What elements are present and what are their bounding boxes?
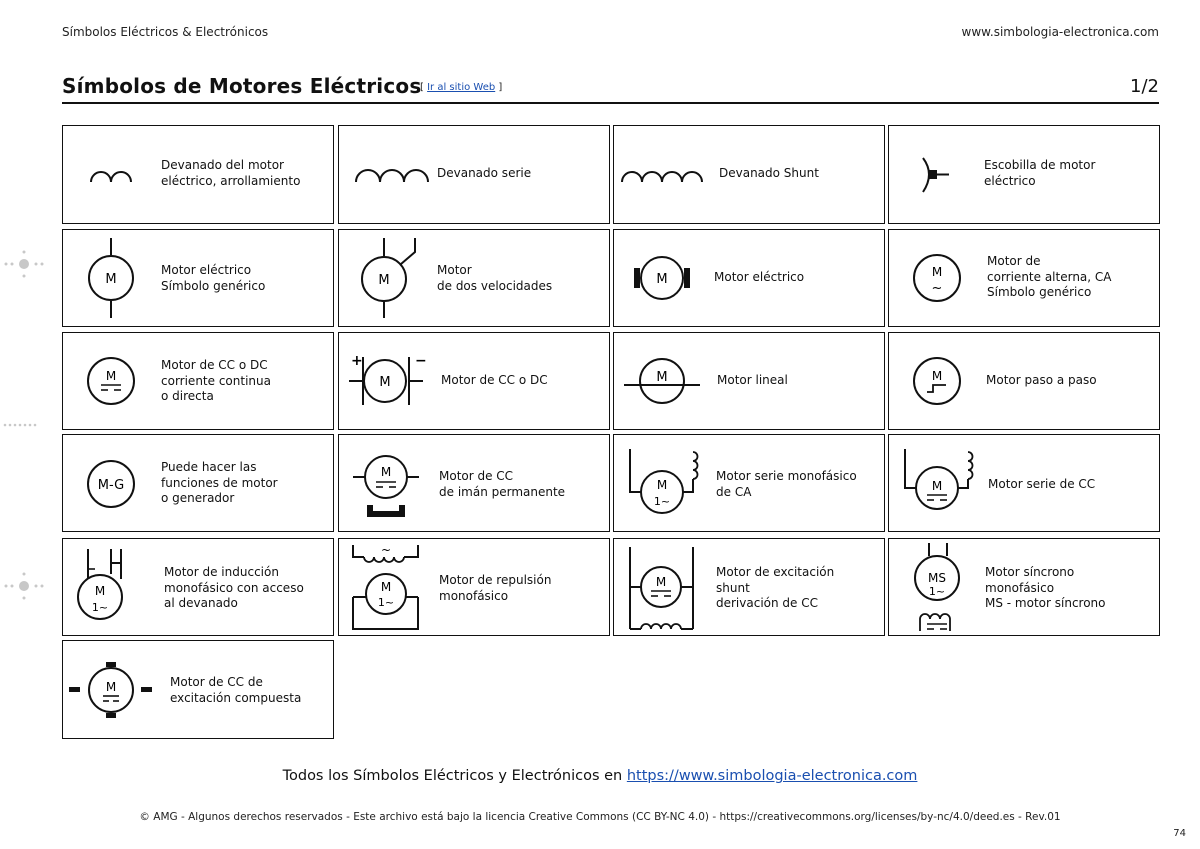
symbol-card-dc-motor [62,332,334,430]
registration-mark-icon [0,240,48,288]
symbol-card-motor-brush [888,125,1160,224]
ac-field-glyph: ~ [380,543,392,557]
symbol-label: Motor de corriente alterna, CA Símbolo genérico [987,254,1112,299]
symbol-card-synchronous-motor [888,538,1160,636]
symbol-label: Motor de dos velocidades [437,263,553,293]
symbol-card-shunt-dc-motor [613,538,885,636]
page-indicator: 1/2 [1130,76,1159,97]
motor-glyph: M [656,272,668,287]
symbol-card-ac-series-motor [613,434,885,532]
symbol-card-electric-motor [613,229,885,327]
motor-glyph: M [380,465,392,479]
symbol-label: Devanado del motor eléctrico, arrollamiento [161,158,301,188]
bracket-close: ] [495,82,503,93]
symbol-card-permanent-magnet-motor [338,434,610,532]
symbol-card-compound-dc-motor [62,640,334,739]
symbol-card-induction-motor [62,538,334,636]
motor-glyph: M [105,680,117,694]
symbol-label: Devanado serie [437,166,532,180]
symbol-label: Motor paso a paso [986,373,1097,387]
symbol-label: Motor de CC de imán permanente [439,469,566,499]
page-number: 74 [1173,828,1186,839]
footer-link[interactable]: https://www.simbologia-electronica.com [626,768,918,784]
motor-glyph: M [931,369,943,383]
motor-glyph: M [379,375,391,390]
symbol-label: Motor síncrono monofásico MS - motor síncrono [985,565,1106,610]
header-left-title: Símbolos Eléctricos & Electrónicos [62,25,269,39]
symbol-card-series-winding [338,125,610,224]
symbol-label: Motor de CC o DC [441,373,548,387]
motor-glyph: M [94,584,106,598]
footer-prefix: Todos los Símbolos Eléctricos y Electrónicos en [282,768,627,784]
motor-glyph: M [931,479,943,493]
title-bar [62,74,1159,104]
motor-glyph: M [380,580,392,594]
symbol-label: Motor de CC de excitación compuesta [170,675,302,705]
page-title: Símbolos de Motores Eléctricos [62,74,422,98]
symbol-card-ac-motor [888,229,1160,327]
site-link-wrapper [420,82,502,93]
symbol-card-motor-generator [62,434,334,532]
symbol-label: Motor de inducción monofásico con acceso al devanado [164,565,304,610]
motor-glyph: M [656,370,668,385]
motor-glyph: M [378,273,390,288]
motor-glyph: M-G [97,478,125,493]
symbol-card-repulsion-motor [338,538,610,636]
symbol-card-dc-motor-terminals [338,332,610,430]
symbol-label: Motor serie de CC [988,477,1096,491]
symbol-label: Motor de excitación shunt derivación de CC [716,565,835,610]
punch-dots-icon [2,420,42,430]
ac-glyph: 1~ [91,601,109,614]
plus-glyph: + [351,353,363,369]
symbol-label: Motor de repulsión monofásico [439,573,552,603]
motor-glyph: M [931,265,943,279]
motor-glyph: M [105,272,117,287]
symbol-card-generic-motor [62,229,334,327]
site-link[interactable]: Ir al sitio Web [427,82,496,93]
symbol-card-linear-motor [613,332,885,430]
symbol-label: Puede hacer las funciones de motor o generador [161,460,278,505]
footer-promo [0,768,1200,784]
ac-glyph: 1~ [928,585,946,598]
symbol-label: Motor serie monofásico de CA [716,469,857,499]
symbol-card-shunt-winding [613,125,885,224]
motor-glyph: MS [928,571,946,585]
license-text: © AMG - Algunos derechos reservados - Este archivo está bajo la licencia Creative Commons (CC BY-NC 4.0) - https://creativecommons.org/licenses/by-nc/4.0/deed.es - Rev.01 [139,811,1061,823]
symbol-label: Motor lineal [717,373,788,387]
symbol-label: Motor eléctrico Símbolo genérico [161,263,266,293]
ac-glyph: 1~ [653,495,671,508]
symbol-label: Motor de CC o DC corriente continua o directa [161,358,271,403]
symbol-card-dc-series-motor [888,434,1160,532]
symbol-label: Motor eléctrico [714,270,805,284]
motor-glyph: M [656,478,668,492]
symbol-label: Escobilla de motor eléctrico [984,158,1096,188]
symbol-card-two-speed-motor [338,229,610,327]
motor-glyph: M [105,369,117,383]
registration-mark-icon [0,562,48,610]
ac-glyph: 1~ [377,596,395,609]
symbol-card-stepper-motor [888,332,1160,430]
symbol-label: Devanado Shunt [719,166,819,180]
minus-glyph: − [415,353,427,369]
symbol-card-motor-winding [62,125,334,224]
header-website: www.simbologia-electronica.com [961,25,1159,39]
bracket-open: [ [420,82,428,93]
ac-glyph: ~ [931,281,943,296]
motor-glyph: M [655,575,667,589]
